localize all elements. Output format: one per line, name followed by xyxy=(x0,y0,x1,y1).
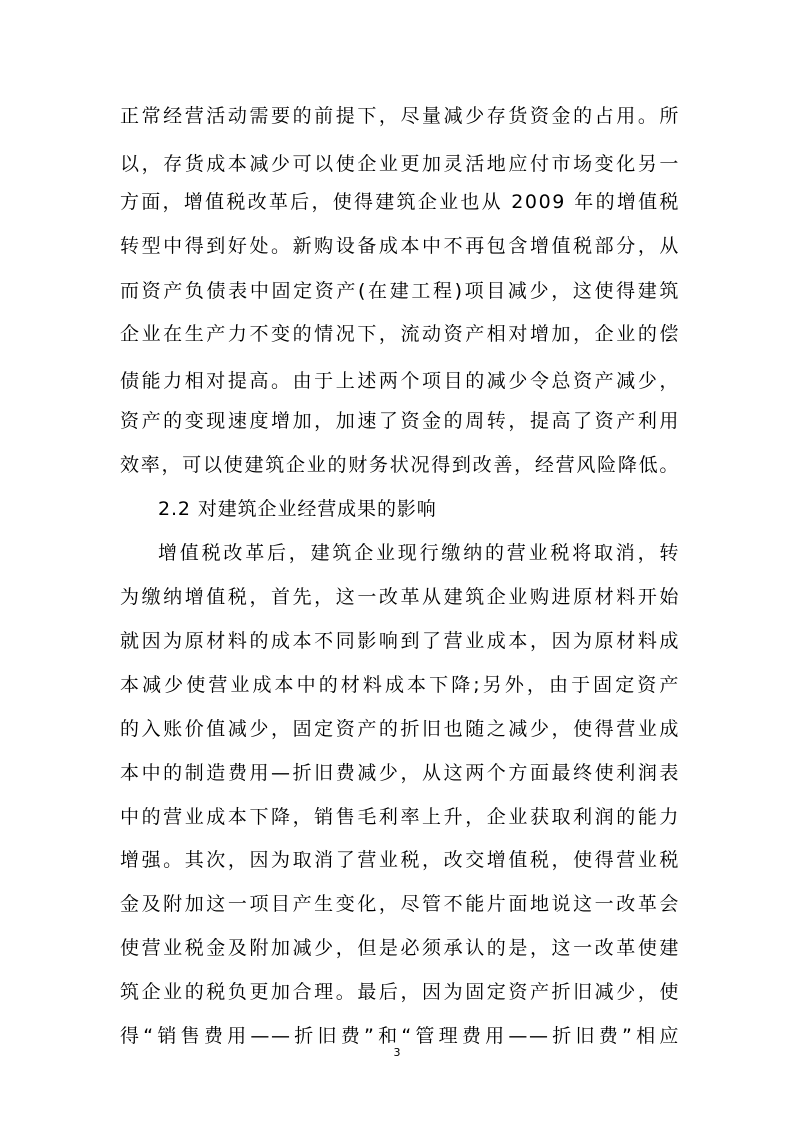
body-text-line: 的入账价值减少，固定资产的折旧也随之减少，使得营业成 xyxy=(120,718,680,740)
body-text-line: 为缴纳增值税，首先，这一改革从建筑企业购进原材料开始 xyxy=(120,586,680,608)
body-text-line: 就因为原材料的成本不同影响到了营业成本，因为原材料成 xyxy=(120,630,680,652)
body-text-line: 筑企业的税负更加合理。最后，因为固定资产折旧减少，使 xyxy=(120,981,680,1003)
body-text-line: 增值税改革后，建筑企业现行缴纳的营业税将取消，转 xyxy=(158,542,680,564)
body-text-line: 债能力相对提高。由于上述两个项目的减少令总资产减少， xyxy=(120,370,680,392)
body-text-line: 金及附加这一项目产生变化，尽管不能片面地说这一改革会 xyxy=(120,893,680,915)
section-heading: 2.2 对建筑企业经营成果的影响 xyxy=(158,498,437,520)
body-text-line: 正常经营活动需要的前提下，尽量减少存货资金的占用。所 xyxy=(120,105,680,127)
body-text-line: 企业在生产力不变的情况下，流动资产相对增加，企业的偿 xyxy=(120,323,680,345)
body-text-line: 本中的制造费用—折旧费减少，从这两个方面最终使利润表 xyxy=(120,762,680,784)
body-text-line: 而资产负债表中固定资产(在建工程)项目减少，这使得建筑 xyxy=(120,280,680,302)
body-text-line: 效率，可以使建筑企业的财务状况得到改善，经营风险降低。 xyxy=(120,454,680,476)
body-text-line: 以，存货成本减少可以使企业更加灵活地应付市场变化另一 xyxy=(120,153,680,175)
body-text-line: 方面，增值税改革后，使得建筑企业也从 2009 年的增值税 xyxy=(120,191,680,213)
page-number: 3 xyxy=(393,1046,401,1059)
body-text-line: 中的营业成本下降，销售毛利率上升，企业获取利润的能力 xyxy=(120,806,680,828)
body-text-line: 本减少使营业成本中的材料成本下降;另外，由于固定资产 xyxy=(120,674,680,696)
body-text-line: 转型中得到好处。新购设备成本中不再包含增值税部分，从 xyxy=(120,235,680,257)
body-text-line: 得“销售费用——折旧费”和“管理费用——折旧费”相应 xyxy=(120,1025,680,1047)
body-text-line: 资产的变现速度增加，加速了资金的周转，提高了资产利用 xyxy=(120,410,680,432)
body-text-line: 使营业税金及附加减少，但是必须承认的是，这一改革使建 xyxy=(120,937,680,959)
body-text-line: 增强。其次，因为取消了营业税，改交增值税，使得营业税 xyxy=(120,849,680,871)
